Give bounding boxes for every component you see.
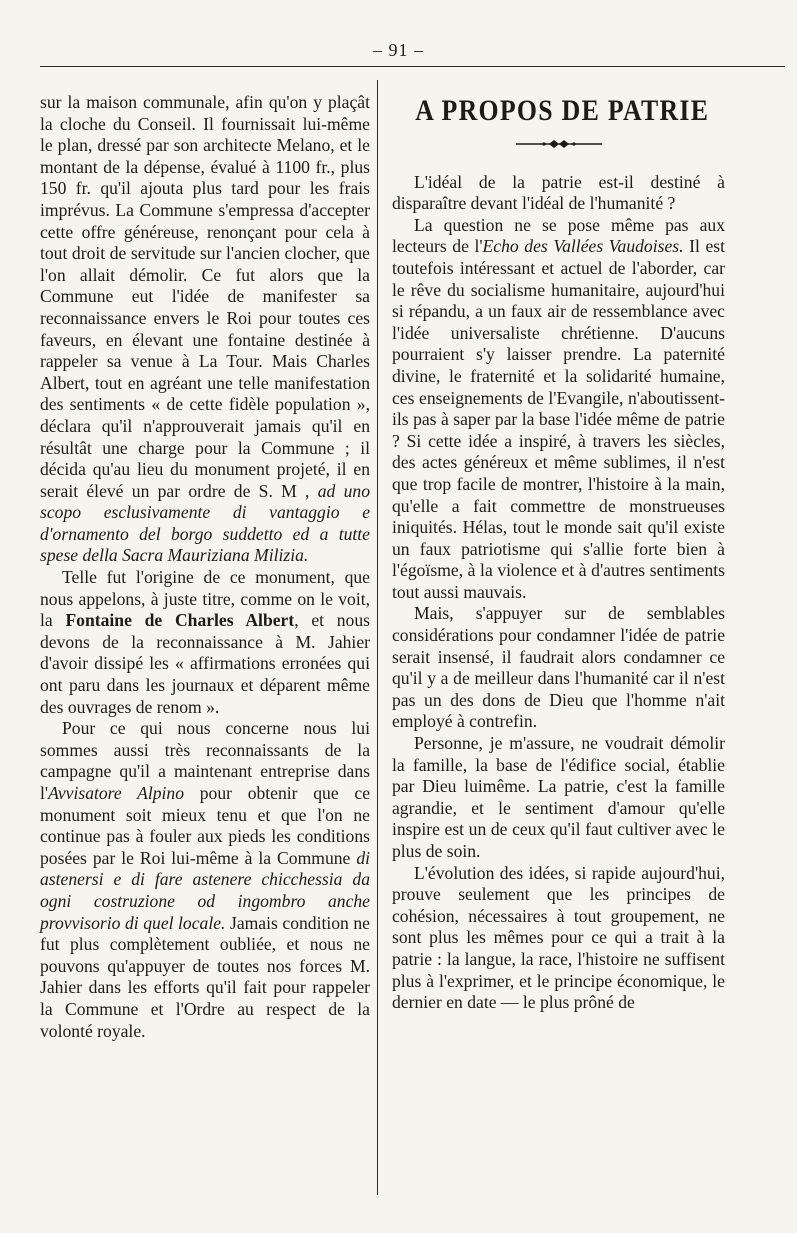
right-paragraph-5 — [392, 863, 725, 1014]
text-run: L'évolution des idées, si rapide aujourd'hui, prouve seulement que les principes de cohésion, nécessaires à tout groupement, ne sont plus les mêmes pour ce qui a trait à la patrie : la langue, la race, l'histoire ne suffisent plus à l'exprimer, et le principe économique, le dernier en date — le plus prôné de — [392, 862, 725, 1013]
column-divider — [377, 80, 378, 1195]
left-column — [40, 92, 370, 1042]
newspaper-name: Avvisatore Alpino — [48, 783, 184, 803]
right-paragraph-1 — [392, 172, 725, 215]
fontaine-name: Fontaine de Charles Albert — [65, 610, 295, 631]
left-paragraph-1 — [40, 92, 370, 567]
ornament-icon — [514, 138, 604, 150]
text-run: Telle fut l'origine de ce monument, que nous appelons, à juste titre, comme on le voit, la — [40, 567, 370, 631]
header-rule — [40, 66, 785, 67]
text-run: Pour ce qui nous concerne nous lui sommes aussi très reconnaissants de la campagne qu'il a maintenant entreprise dans l' — [40, 718, 370, 803]
text-run: Il est toutefois intéressant et actuel de l'aborder, car le rêve du socialisme humanitaire, aujourd'hui si répandu, a un faux air de ressemblance avec l'idée universaliste chrétienne. D'aucuns pourraient s'y laisser prendre. La paternité divine, le fraternité et la solidarité humaine, ces enseignements de l'Evangile, n'aboutissent-ils pas à saper par la base l'idée même de patrie ? Si cette idée a inspiré, à travers les siècles, des actes généreux et même sublimes, il n'est que trop facile de montrer, l'histoire à la main, qu'elle a fait commettre de monstrueuses iniquités. Hélas, tout le monde sait qu'il existe un faux patriotisme qui s'allie forte bien à l'égoïsme, à la violence et à d'autres sentiments tout aussi mauvais. — [392, 236, 725, 602]
right-column — [392, 92, 725, 1014]
text-run: Personne, je m'assure, ne voudrait démolir la famille, la base de l'édifice social, établie par Dieu luimême. La patrie, c'est la famille agrandie, et le sentiment d'amour qu'elle inspire est un de ceux qu'il faut cultiver avec le plus de soin. — [392, 733, 725, 861]
italian-quote: ad uno scopo esclusivamente di vantaggio e d'ornamento del borgo suddetto ed a tutte spese della Sacra Mauriziana Milizia. — [40, 480, 370, 566]
right-paragraph-4 — [392, 733, 725, 863]
page-number: – 91 – — [373, 40, 424, 60]
right-paragraph-3 — [392, 603, 725, 733]
text-run: Jamais condition ne fut plus complètement oubliée, et nous ne pouvons qu'appuyer de toutes nos forces M. Jahier dans les efforts qu'il fait pour rappeler la Commune et l'Ordre au respect de la volonté royale. — [40, 912, 370, 1041]
text-run: , et nous devons de la reconnaissance à M. Jahier d'avoir dissipé les « affirmations erronées qui ont paru dans les journaux et déparent même des ouvrages de renom ». — [40, 610, 370, 717]
text-run: pour obtenir que ce monument soit mieux tenu et que l'on ne continue pas à fouler aux pieds les conditions posées par le Roi lui-même à la Commune — [40, 783, 370, 868]
newspaper-name: Echo des Vallées Vaudoises. — [482, 236, 684, 257]
right-paragraph-2 — [392, 215, 725, 604]
left-paragraph-2 — [40, 567, 370, 718]
article-title: A PROPOS DE PATRIE — [415, 94, 710, 127]
left-paragraph-3 — [40, 718, 370, 1042]
text-run: Mais, s'appuyer sur de semblables considérations pour condamner l'idée de patrie serait insensé, il faudrait alors condamner ce qu'il y a de meilleur dans l'humanité car il n'est pas un des dons de Dieu que l'homme n'ait employé à contrefin. — [392, 603, 725, 732]
text-run: La question ne se pose même pas aux lecteurs de l' — [392, 214, 725, 257]
ornament-divider — [392, 134, 725, 146]
text-run: L'idéal de la patrie est-il destiné à disparaître devant l'idéal de l'humanité ? — [392, 171, 725, 214]
italian-quote: di astenersi e di fare astenere chicchessia da ogni costruzione od ingombro anche provvisorio di quel locale. — [40, 847, 370, 933]
text-run: sur la maison communale, afin qu'on y plaçât la cloche du Conseil. Il fournissait lui-même le plan, dressé par son architecte Melano, et le montant de la dépense, évalué à 1100 fr., plus 150 fr. qu'il ajouta plus tard pour les frais imprévus. La Commune s'empressa d'accepter cette offre généreuse, renonçant pour cela à tout droit de servitude sur l'ancien clocher, que l'on allait démolir. Ce fut alors que la Commune eut l'idée de manifester sa reconnaissance envers le Roi pour toutes ces faveurs, en élevant une fontaine destinée à rappeler sa venue à La Tour. Mais Charles Albert, tout en agréant une telle manifestation des sentiments « de cette fidèle population », déclara qu'il n'approuverait jamais qu'il en résultât une charge pour la Commune ; il décida qu'au lieu du monument projeté, il en serait élevé un par ordre de S. M , — [40, 92, 370, 501]
